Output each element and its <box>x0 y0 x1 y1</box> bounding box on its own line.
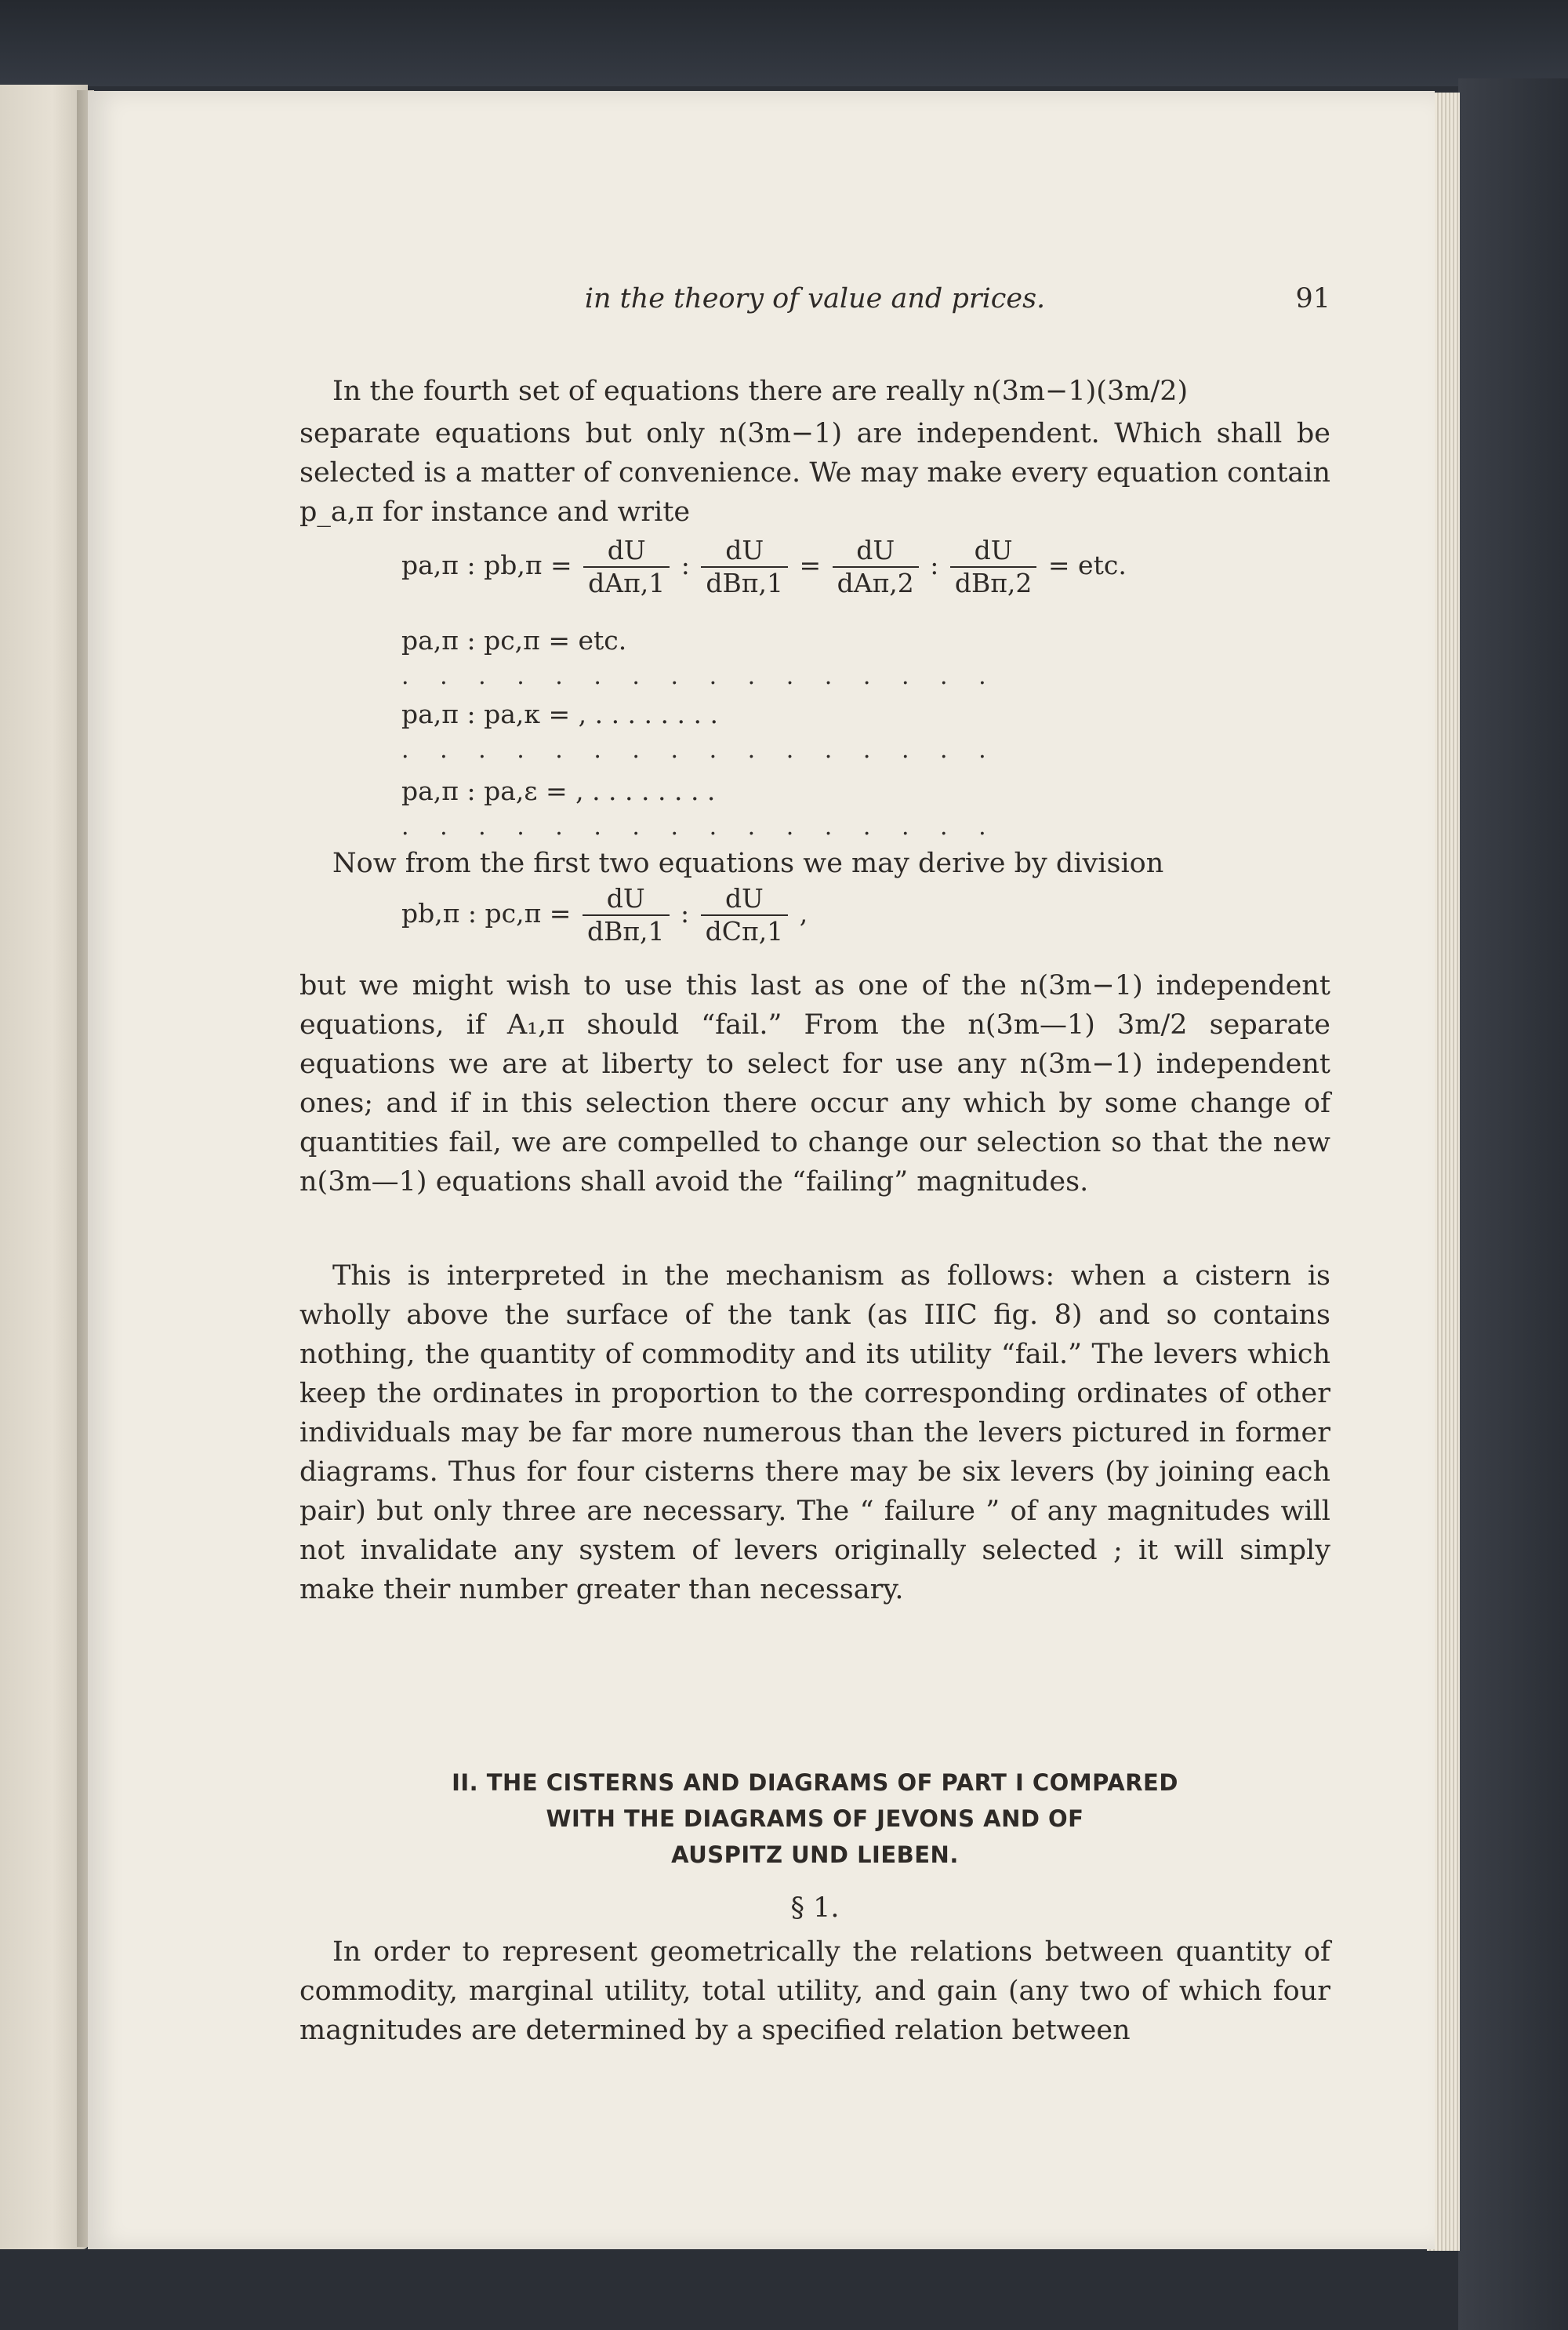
equation-3: pa,π : pa,κ = , . . . . . . . . <box>401 699 718 729</box>
paragraph-4: This is interpreted in the mechanism as follows: when a cistern is wholly above the surface of the tank (as IIIC fig. 8) and so contains nothing, the quantity of commodity and its utility “fail.” The levers which keep the ordinates in proportion to the corresponding ordinates of other individuals may be far more numerous than the levers pictured in former diagrams. Thus for four cisterns there may be six levers (by joining each pair) but only three are necessary. The “ failure ” of any magnitudes will not invalidate any system of levers originally selected ; it will simply make their number greater than necessary. <box>299 1260 1330 1605</box>
fraction: $\frac{dU}{\text{dAπ,1}}$ <box>583 535 670 599</box>
equation-2: pa,π : pc,π = etc. <box>401 625 627 656</box>
fraction: $\frac{dU}{\text{dBπ,1}}$ <box>583 883 670 947</box>
book-cover-top <box>0 0 1568 86</box>
section-heading <box>299 1765 1330 1873</box>
fraction: $\frac{dU}{\text{dCπ,1}}$ <box>701 883 789 947</box>
equation-1-tail: = etc. <box>1047 550 1127 580</box>
paragraph-1-body: separate equations but only n(3m−1) are independent. Which shall be selected is a matter of convenience. We may make every equation contain p_a,π for instance and write <box>299 418 1330 528</box>
book-page <box>88 91 1435 2249</box>
equation-5: pb,π : pc,π = $\frac{dU}{\text{dBπ,1}}$ : $\frac{dU}{\text{dCπ,1}}$ , <box>401 883 808 947</box>
paragraph-2: Now from the first two equations we may derive by division <box>332 848 1164 879</box>
paragraph-3: but we might wish to use this last as one of the n(3m−1) independent equations, if A₁,π should “fail.” From the n(3m—1) 3m/2 separate equations we are at liberty to select for use any n(3m−1) independent ones; and if in this selection there occur any which by some change of quantities fail, we are compelled to change our selection so that the new n(3m—1) equations shall avoid the “failing” magnitudes. <box>299 970 1330 1198</box>
section-heading-line: AUSPITZ UND LIEBEN. <box>671 1841 959 1868</box>
equation-1: pa,π : pb,π = $\frac{dU}{\text{dAπ,1}}$ : $\frac{dU}{\text{dBπ,1}}$ = $\frac{dU}{\text{dAπ,2}}$ : $\frac{dU}{\text{dBπ,2}}$ = etc. <box>401 535 1127 598</box>
fraction: $\frac{dU}{\text{dAπ,2}}$ <box>833 535 919 599</box>
fraction: $\frac{dU}{\text{dBπ,1}}$ <box>701 535 788 599</box>
ellipsis-row: . . . . . . . . . . . . . . . . <box>401 736 998 764</box>
paragraph-1-first-line: In the fourth set of equations there are really n(3m−1)(3m/2) <box>332 376 1189 407</box>
ellipsis-row: . . . . . . . . . . . . . . . . <box>401 663 998 690</box>
equation-1-lhs: pa,π : pb,π = <box>401 550 572 580</box>
equation-4: pa,π : pa,ε = , . . . . . . . . <box>401 776 716 806</box>
page-number: 91 <box>1295 283 1330 314</box>
section-heading-line: WITH THE DIAGRAMS OF JEVONS AND OF <box>546 1805 1084 1832</box>
book-cover-right <box>1458 78 1568 2330</box>
left-page-edge <box>0 85 88 2249</box>
equation-5-tail: , <box>799 898 808 929</box>
fraction: $\frac{dU}{\text{dBπ,2}}$ <box>950 535 1037 599</box>
equation-5-lhs: pb,π : pc,π = <box>401 898 572 929</box>
section-mark: § 1. <box>790 1892 840 1924</box>
page-header <box>299 279 1330 318</box>
paragraph-5: In order to represent geometrically the relations between quantity of commodity, marginal utility, total utility, and gain (any two of which four magnitudes are determined by a specified relation between <box>299 1936 1330 2046</box>
section-heading-line: II. THE CISTERNS AND DIAGRAMS OF PART I COMPARED <box>452 1769 1178 1796</box>
ellipsis-row: . . . . . . . . . . . . . . . . <box>401 813 998 841</box>
running-title: in the theory of value and prices. <box>584 283 1046 314</box>
